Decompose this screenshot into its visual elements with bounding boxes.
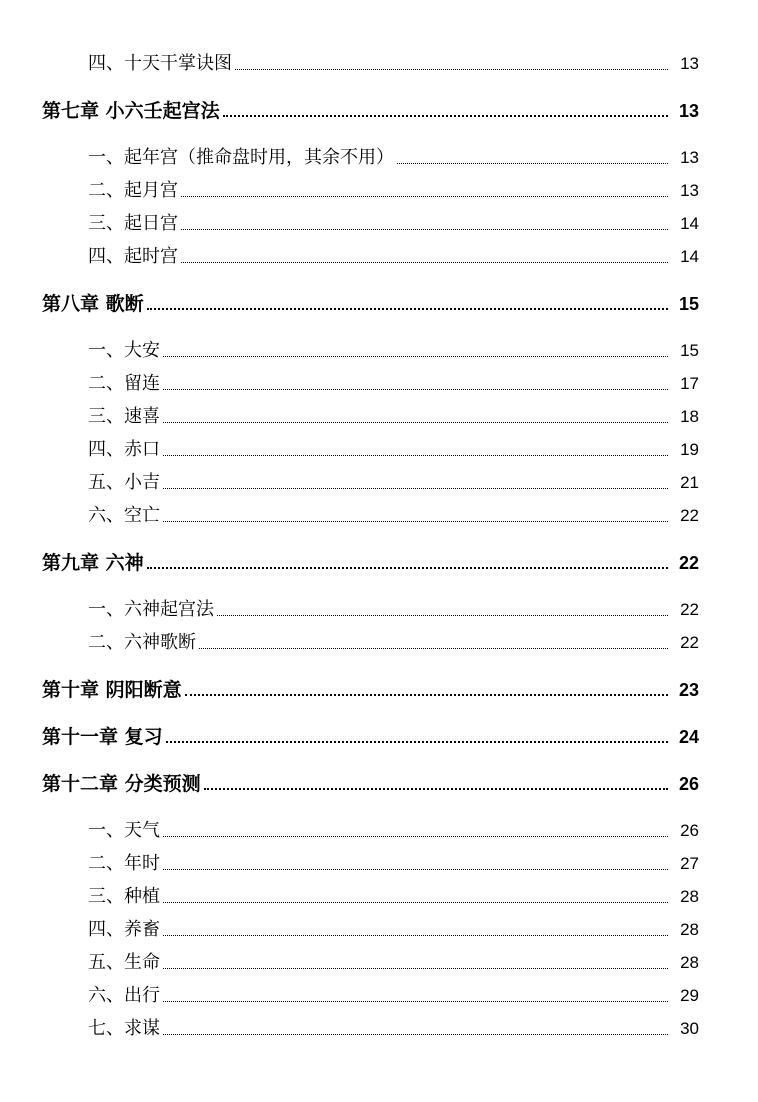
toc-entry-title: 五、小吉: [88, 472, 160, 493]
toc-entry-page: 18: [680, 407, 699, 426]
dot-leader: [163, 422, 668, 423]
dot-leader: [397, 163, 668, 164]
dot-leader: [163, 488, 668, 489]
toc-chapter[interactable]: [0, 765, 758, 795]
toc-chapter[interactable]: [0, 718, 758, 748]
toc-entry[interactable]: [0, 812, 758, 842]
toc-entry[interactable]: [0, 845, 758, 875]
dot-leader: [181, 262, 668, 263]
toc-entry[interactable]: [0, 431, 758, 461]
dot-leader: [185, 694, 668, 696]
dot-leader: [163, 869, 668, 870]
toc-entry-title: 四、十天干掌诀图: [88, 53, 232, 74]
toc-entry-page: 13: [680, 148, 699, 167]
dot-leader: [199, 648, 668, 649]
toc-entry-page: 22: [680, 633, 699, 652]
toc-chapter-title: 第九章 六神: [42, 552, 144, 574]
dot-leader: [166, 741, 668, 743]
toc-entry-page: 17: [680, 374, 699, 393]
toc-chapter-page: 15: [678, 294, 699, 314]
dot-leader: [163, 455, 668, 456]
toc-chapter-title: 第十二章 分类预测: [42, 773, 201, 795]
toc-entry-page: 21: [680, 473, 699, 492]
toc-chapter-page: 22: [678, 553, 699, 573]
toc-entry[interactable]: [0, 205, 758, 235]
toc-entry[interactable]: [0, 944, 758, 974]
toc-entry[interactable]: [0, 365, 758, 395]
toc-entry-page: 13: [680, 54, 699, 73]
toc-entry-title: 七、求谋: [88, 1018, 160, 1039]
toc-chapter-page: 23: [678, 680, 699, 700]
toc-entry-title: 三、种植: [88, 886, 160, 907]
toc-chapter-page: 24: [678, 727, 699, 747]
toc-entry[interactable]: [0, 172, 758, 202]
toc-entry-page: 19: [680, 440, 699, 459]
dot-leader: [163, 836, 668, 837]
toc-entry-page: 14: [680, 214, 699, 233]
toc-entry-title: 四、起时宫: [88, 246, 178, 267]
dot-leader: [163, 1034, 668, 1035]
toc-entry-title: 二、年时: [88, 853, 160, 874]
toc-chapter-title: 第八章 歌断: [42, 293, 144, 315]
dot-leader: [163, 521, 668, 522]
toc-entry[interactable]: [0, 238, 758, 268]
toc-entry-page: 13: [680, 181, 699, 200]
dot-leader: [235, 69, 668, 70]
toc-entry[interactable]: [0, 624, 758, 654]
toc-entry[interactable]: [0, 878, 758, 908]
toc-entry-title: 一、六神起宫法: [88, 599, 214, 620]
toc-entry-title: 五、生命: [88, 952, 160, 973]
toc-entry-title: 三、速喜: [88, 406, 160, 427]
toc-entry-page: 30: [680, 1019, 699, 1038]
toc-entry[interactable]: [0, 398, 758, 428]
toc-entry-title: 二、起月宫: [88, 180, 178, 201]
dot-leader: [163, 1001, 668, 1002]
toc-entry-page: 27: [680, 854, 699, 873]
toc-chapter-title: 第十章 阴阳断意: [42, 679, 182, 701]
dot-leader: [147, 308, 668, 310]
toc-entry-title: 一、起年宫（推命盘时用，其余不用）: [88, 147, 394, 168]
toc-entry-page: 22: [680, 600, 699, 619]
toc-entry[interactable]: [0, 497, 758, 527]
toc-entry-title: 六、出行: [88, 985, 160, 1006]
toc-entry-page: 29: [680, 986, 699, 1005]
dot-leader: [147, 567, 668, 569]
toc-entry-title: 四、养畜: [88, 919, 160, 940]
toc-entry-page: 22: [680, 506, 699, 525]
dot-leader: [163, 968, 668, 969]
dot-leader: [181, 229, 668, 230]
toc-chapter[interactable]: [0, 92, 758, 122]
toc-entry[interactable]: [0, 45, 758, 75]
dot-leader: [163, 902, 668, 903]
toc-entry[interactable]: [0, 139, 758, 169]
toc-chapter-page: 13: [678, 101, 699, 121]
toc-entry-title: 三、起日宫: [88, 213, 178, 234]
toc-entry-title: 六、空亡: [88, 505, 160, 526]
toc-chapter[interactable]: [0, 671, 758, 701]
toc-entry-title: 一、天气: [88, 820, 160, 841]
toc-entry[interactable]: [0, 977, 758, 1007]
toc-entry-page: 28: [680, 920, 699, 939]
dot-leader: [163, 389, 668, 390]
toc-chapter[interactable]: [0, 285, 758, 315]
toc-entry-title: 二、六神歌断: [88, 632, 196, 653]
toc-entry[interactable]: [0, 591, 758, 621]
toc-entry-page: 26: [680, 821, 699, 840]
toc-entry-page: 14: [680, 247, 699, 266]
toc-entry[interactable]: [0, 332, 758, 362]
toc-chapter[interactable]: [0, 544, 758, 574]
dot-leader: [163, 356, 668, 357]
dot-leader: [223, 115, 668, 117]
toc-entry-title: 二、留连: [88, 373, 160, 394]
toc-entry[interactable]: [0, 464, 758, 494]
dot-leader: [163, 935, 668, 936]
toc-entry-page: 28: [680, 887, 699, 906]
toc-entry-page: 15: [680, 341, 699, 360]
toc-entry-title: 一、大安: [88, 340, 160, 361]
dot-leader: [217, 615, 668, 616]
toc-entry[interactable]: [0, 1010, 758, 1040]
dot-leader: [181, 196, 668, 197]
toc-chapter-page: 26: [678, 774, 699, 794]
toc-chapter-title: 第十一章 复习: [42, 726, 163, 748]
toc-entry-page: 28: [680, 953, 699, 972]
dot-leader: [204, 788, 668, 790]
toc-entry-title: 四、赤口: [88, 439, 160, 460]
toc-chapter-title: 第七章 小六壬起宫法: [42, 100, 220, 122]
toc-entry[interactable]: [0, 911, 758, 941]
